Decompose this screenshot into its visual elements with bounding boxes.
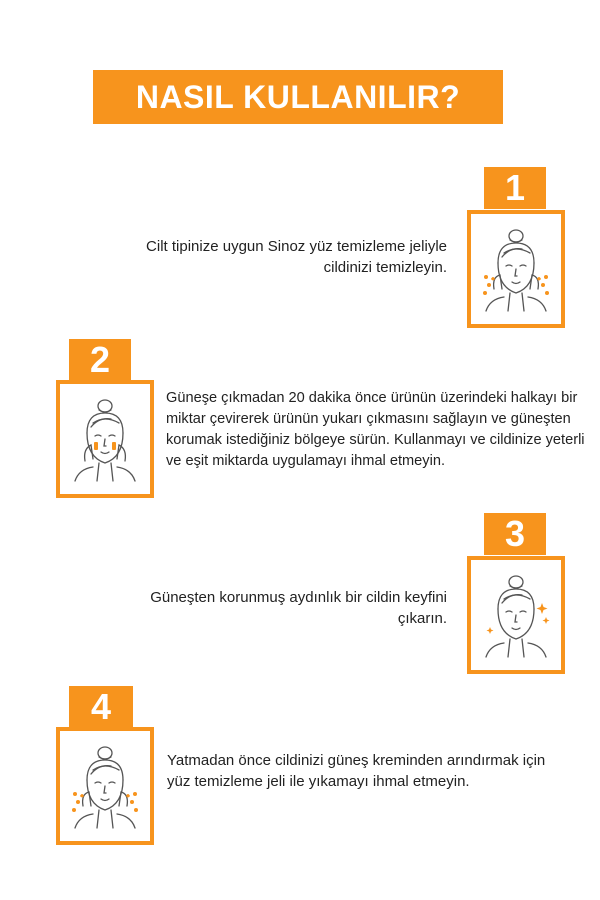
step-3-text: Güneşten korunmuş aydınlık bir cildin keyfini çıkarın. (150, 589, 447, 627)
step-4-number: 4 (90, 686, 112, 727)
face-cleansing-icon (476, 219, 556, 319)
step-1-text: Cilt tipinize uygun Sinoz yüz temizleme jeliyle cildinizi temizleyin. (146, 238, 447, 276)
step-4-illustration-frame (56, 727, 154, 845)
step-3-number-tab (484, 513, 546, 555)
face-glowing-icon (476, 565, 556, 665)
step-2-number: 2 (89, 339, 111, 380)
step-3-illustration-frame (467, 556, 565, 674)
step-1-illustration-frame (467, 210, 565, 328)
step-4-text: Yatmadan önce cildinizi güneş kreminden arındırmak için yüz temizleme jeli ile yıkamayı ihmal etmeyin. (167, 752, 546, 790)
step-1-number: 1 (504, 167, 526, 208)
step-3-number: 3 (504, 513, 526, 554)
page-title-banner (93, 70, 503, 124)
step-2-illustration-frame (56, 380, 154, 498)
step-2-number-tab (69, 339, 131, 381)
page-title: NASIL KULLANILIR? (135, 78, 461, 115)
step-4-number-tab (69, 686, 133, 728)
face-washing-icon (65, 736, 145, 836)
step-1-number-tab (484, 167, 546, 209)
face-applying-icon (65, 389, 145, 489)
step-2-text: Güneşe çıkmadan 20 dakika önce ürünün üzerindeki halkayı bir miktar çevirerek ürünün yukarı çıkmasını sağlayın ve güneşten korumak istediğiniz bölgeye sürün. Kullanmayı ve cildinize yeterli ve eşit miktarda uygulamayı ihmal etmeyin. (166, 390, 585, 469)
